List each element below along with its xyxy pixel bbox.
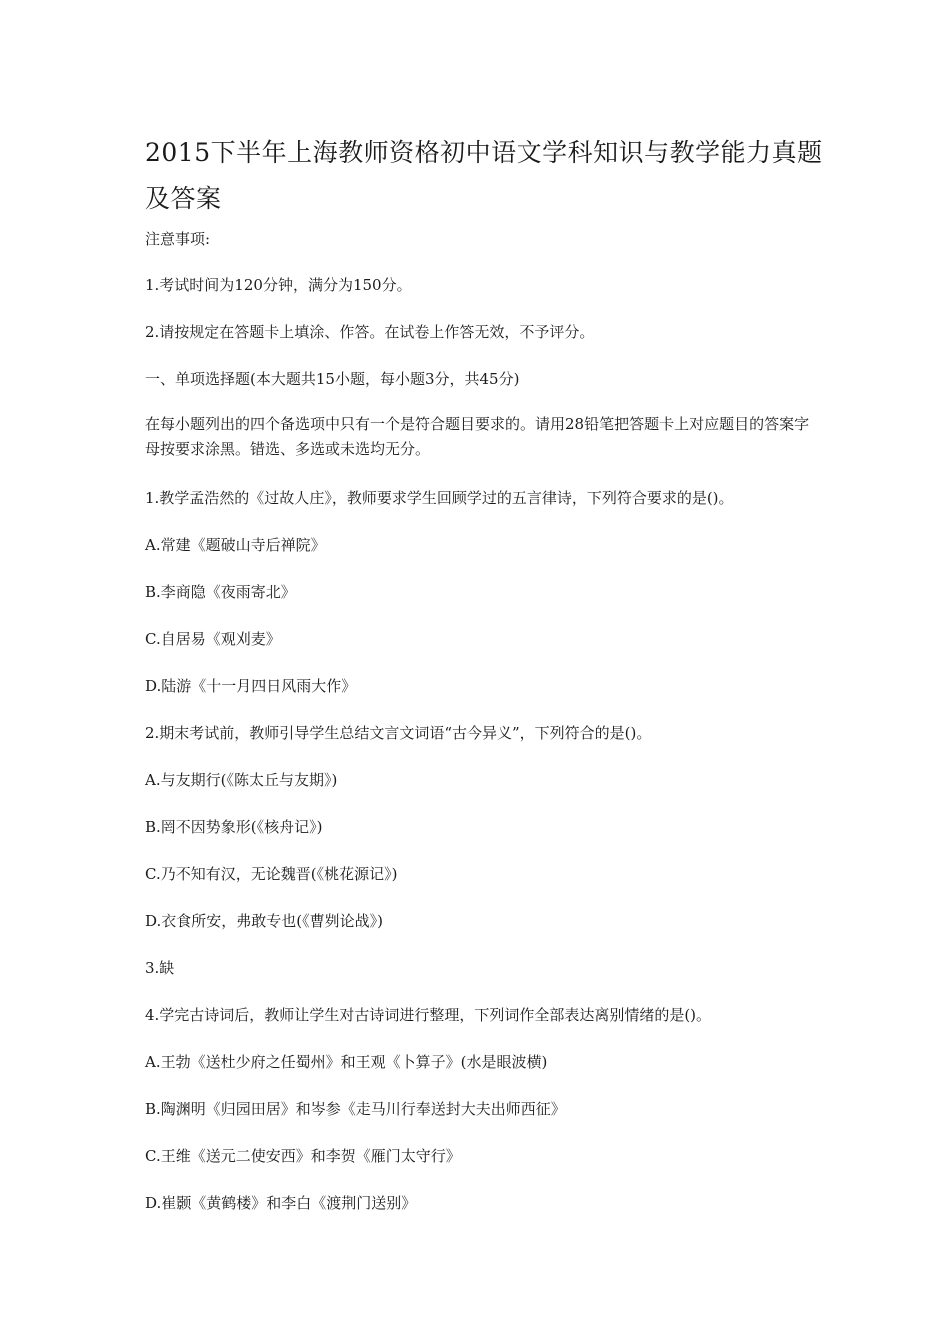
question-option: B.陶渊明《归园田居》和岑参《走马川行奉送封大夫出师西征》 (145, 1100, 566, 1118)
question-option: C.王维《送元二使安西》和李贺《雁门太守行》 (145, 1147, 461, 1165)
question-option: C.乃不知有汉，无论魏晋(《桃花源记》) (145, 865, 398, 883)
question-option: B.李商隐《夜雨寄北》 (145, 583, 296, 601)
question-stem: 3.缺 (145, 959, 175, 977)
question-option: A.与友期行(《陈太丘与友期》) (145, 771, 338, 789)
document-title: 2015下半年上海教师资格初中语文学科知识与教学能力真题及答案 (145, 138, 823, 213)
question-option: A.常建《题破山寺后禅院》 (145, 536, 326, 554)
question-stem: 1.教学孟浩然的《过故人庄》，教师要求学生回顾学过的五言律诗，下列符合要求的是()。 (145, 489, 734, 507)
notice-item: 1.考试时间为120分钟，满分为150分。 (145, 276, 412, 294)
notice-item: 2.请按规定在答题卡上填涂、作答。在试卷上作答无效，不予评分。 (145, 323, 595, 341)
question-option: D.陆游《十一月四日风雨大作》 (145, 677, 357, 695)
question-stem: 4.学完古诗词后，教师让学生对古诗词进行整理，下列词作全部表达离别情绪的是()。 (145, 1006, 712, 1024)
section-heading: 一、单项选择题(本大题共15小题，每小题3分，共45分) (145, 370, 520, 388)
question-option: B.罔不因势象形(《核舟记》) (145, 818, 323, 836)
question-option: D.衣食所安，弗敢专也(《曹刿论战》) (145, 912, 383, 930)
question-option: D.崔颢《黄鹤楼》和李白《渡荆门送别》 (145, 1194, 417, 1212)
question-option: C.自居易《观刈麦》 (145, 630, 281, 648)
notice-heading: 注意事项: (145, 230, 211, 248)
question-option: A.王勃《送杜少府之任蜀州》和王观《卜算子》(水是眼波横) (145, 1053, 548, 1071)
question-stem: 2.期末考试前，教师引导学生总结文言文词语“古今异义”，下列符合的是()。 (145, 724, 652, 742)
section-instruction: 在每小题列出的四个备选项中只有一个是符合题目要求的。请用28铅笔把答题卡上对应题目的答案字母按要求涂黑。错选、多选或未选均无分。 (145, 415, 810, 458)
